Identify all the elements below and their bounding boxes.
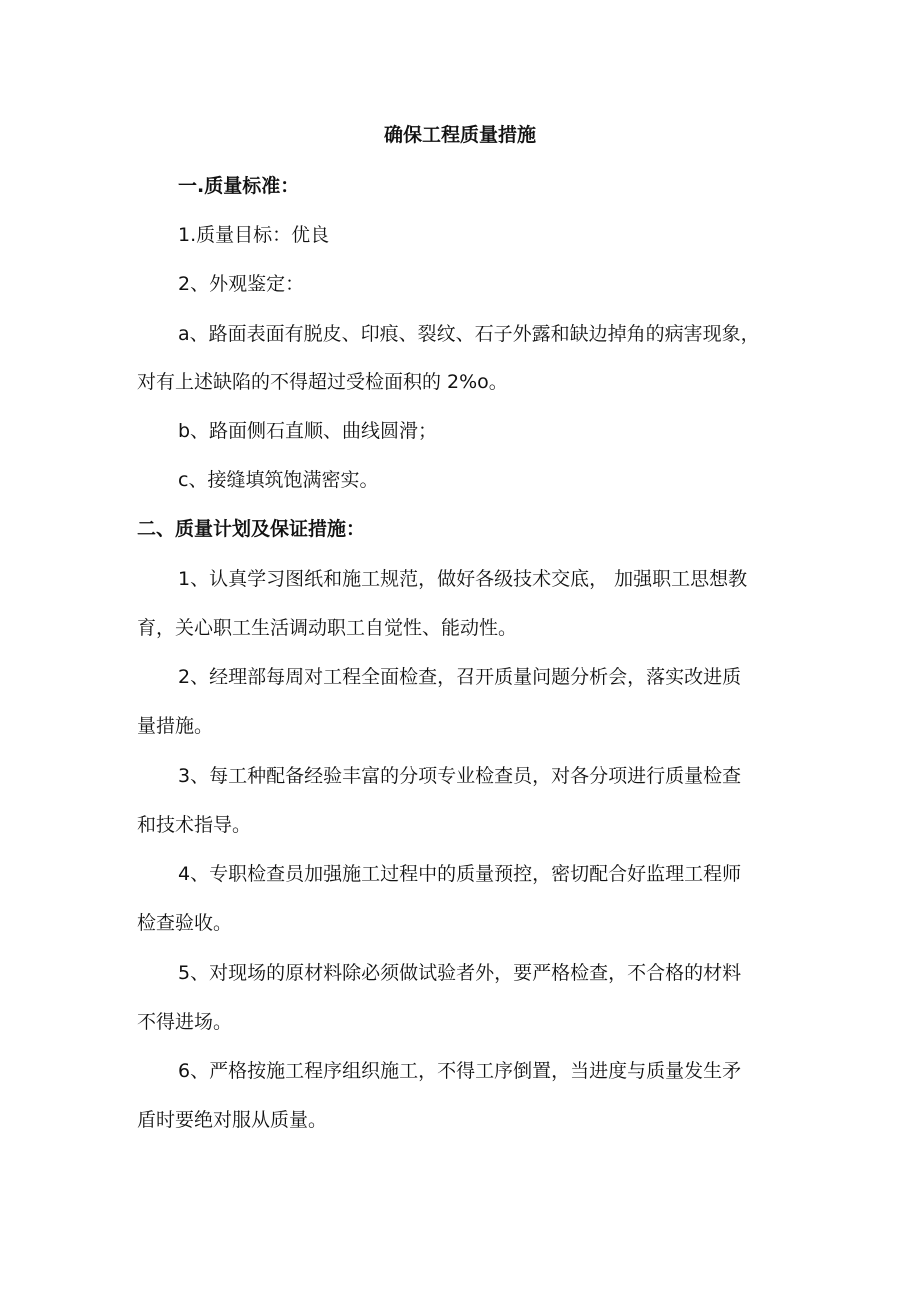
document-title: 确保工程质量措施 <box>383 124 536 146</box>
plan-item-4-line-2: 检查验收。 <box>137 912 233 934</box>
section-heading-quality-plan: 二、质量计划及保证措施： <box>137 518 366 540</box>
plan-item-1-line-2: 育，关心职工生活调动职工自觉性、能动性。 <box>137 617 518 639</box>
appearance-check-line: 2、外观鉴定： <box>178 273 305 295</box>
plan-item-5-line-2: 不得进场。 <box>137 1011 233 1033</box>
plan-item-6-line-1: 6、严格按施工程序组织施工，不得工序倒置，当进度与质量发生矛 <box>178 1060 742 1082</box>
plan-item-3-line-2: 和技术指导。 <box>137 814 252 836</box>
section-heading-quality-standard: 一.质量标准： <box>178 175 300 197</box>
item-c-line: c、接缝填筑饱满密实。 <box>178 469 379 491</box>
plan-item-2-line-1: 2、经理部每周对工程全面检查，召开质量问题分析会，落实改进质 <box>178 666 742 688</box>
plan-item-4-line-1: 4、专职检查员加强施工过程中的质量预控，密切配合好监理工程师 <box>178 863 742 885</box>
quality-target-line: 1.质量目标：优良 <box>178 224 330 246</box>
plan-item-5-line-1: 5、对现场的原材料除必须做试验者外，要严格检查，不合格的材料 <box>178 962 742 984</box>
plan-item-3-line-1: 3、每工种配备经验丰富的分项专业检查员，对各分项进行质量检查 <box>178 765 742 787</box>
plan-item-1-line-1: 1、认真学习图纸和施工规范，做好各级技术交底， 加强职工思想教 <box>178 568 748 590</box>
plan-item-6-line-2: 盾时要绝对服从质量。 <box>137 1109 328 1131</box>
item-a-line-2: 对有上述缺陷的不得超过受检面积的 2%o。 <box>137 371 508 393</box>
plan-item-2-line-2: 量措施。 <box>137 715 214 737</box>
item-a-line-1: a、路面表面有脱皮、印痕、裂纹、石子外露和缺边掉角的病害现象， <box>178 323 760 345</box>
item-b-line: b、路面侧石直顺、曲线圆滑； <box>178 420 438 442</box>
